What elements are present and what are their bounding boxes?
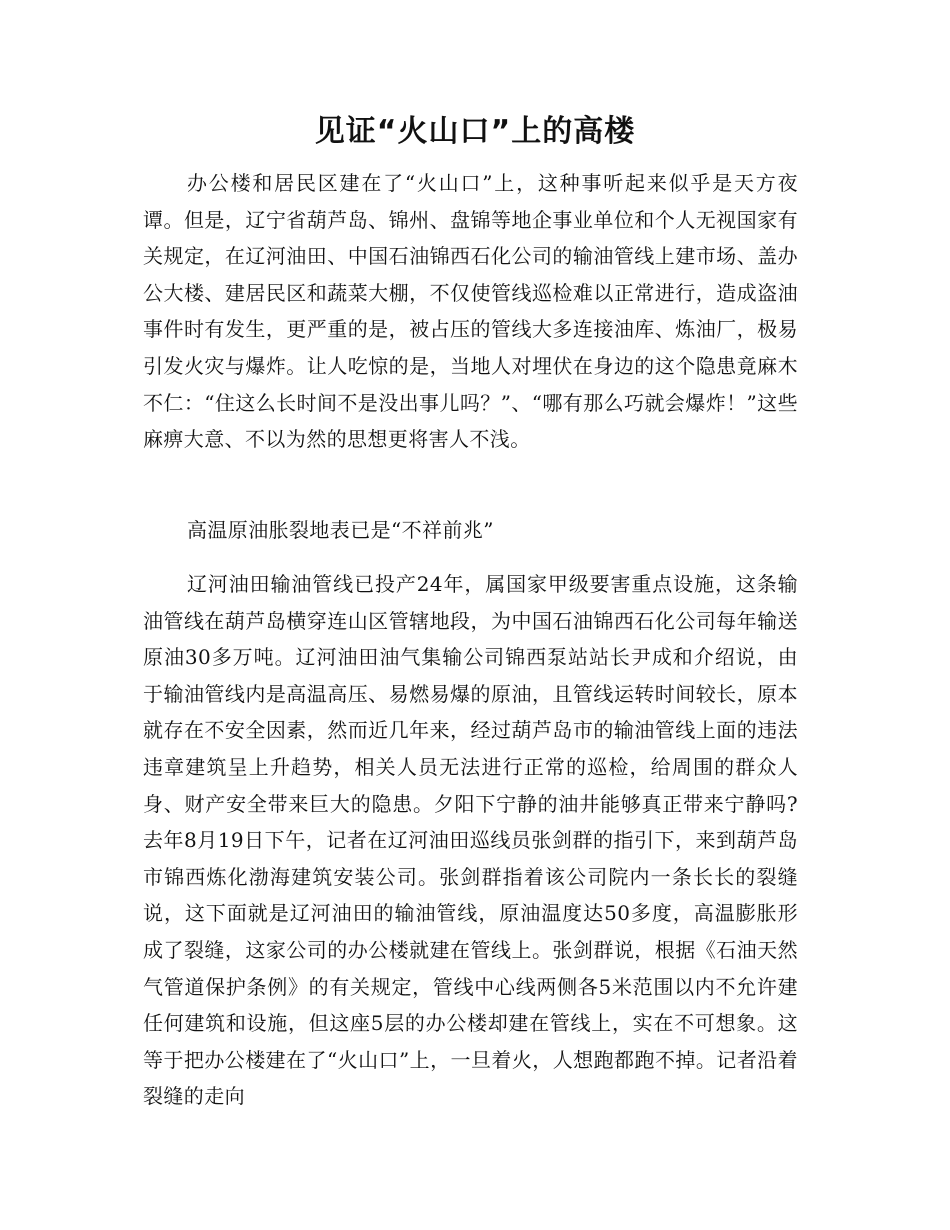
- body-paragraph-intro: 办公楼和居民区建在了“火山口”上，这种事听起来似乎是天方夜谭。但是，辽宁省葫芦岛、锦州、盘锦等地企事业单位和个人无视国家有关规定，在辽河油田、中国石油锦西石化公司的输油管线上建市场、盖办公大楼、建居民区和蔬菜大棚，不仅使管线巡检难以正常进行，造成盗油事件时有发生，更严重的是，被占压的管线大多连接油库、炼油厂，极易引发火灾与爆炸。让人吃惊的是，当地人对埋伏在身边的这个隐患竟麻木不仁：“住这么长时间不是没出事儿吗？”、“哪有那么巧就会爆炸！”这些麻痹大意、不以为然的思想更将害人不浅。: [143, 171, 798, 452]
- section-heading: 高温原油胀裂地表已是“不祥前兆”: [187, 518, 494, 542]
- document-title: 见证“火山口”上的高楼: [314, 114, 636, 149]
- body-paragraph-main: 辽河油田输油管线已投产24年，属国家甲级要害重点设施，这条输油管线在葫芦岛横穿连山区管辖地段，为中国石油锦西石化公司每年输送原油30多万吨。辽河油田油气集输公司锦西泵站站长尹成和介绍说，由于输油管线内是高温高压、易燃易爆的原油，且管线运转时间较长，原本就存在不安全因素，然而近几年来，经过葫芦岛市的输油管线上面的违法违章建筑呈上升趋势，相关人员无法进行正常的巡检，给周围的群众人身、财产安全带来巨大的隐患。夕阳下宁静的油井能够真正带来宁静吗?去年8月19日下午，记者在辽河油田巡线员张剑群的指引下，来到葫芦岛市锦西炼化渤海建筑安装公司。张剑群指着该公司院内一条长长的裂缝说，这下面就是辽河油田的输油管线，原油温度达50多度，高温膨胀形成了裂缝，这家公司的办公楼就建在管线上。张剑群说，根据《石油天然气管道保护条例》的有关规定，管线中心线两侧各5米范围以内不允许建任何建筑和设施，但这座5层的办公楼却建在管线上，实在不可想象。这等于把办公楼建在了“火山口”上，一旦着火，人想跑都跑不掉。记者沿着裂缝的走向: [143, 572, 798, 1109]
